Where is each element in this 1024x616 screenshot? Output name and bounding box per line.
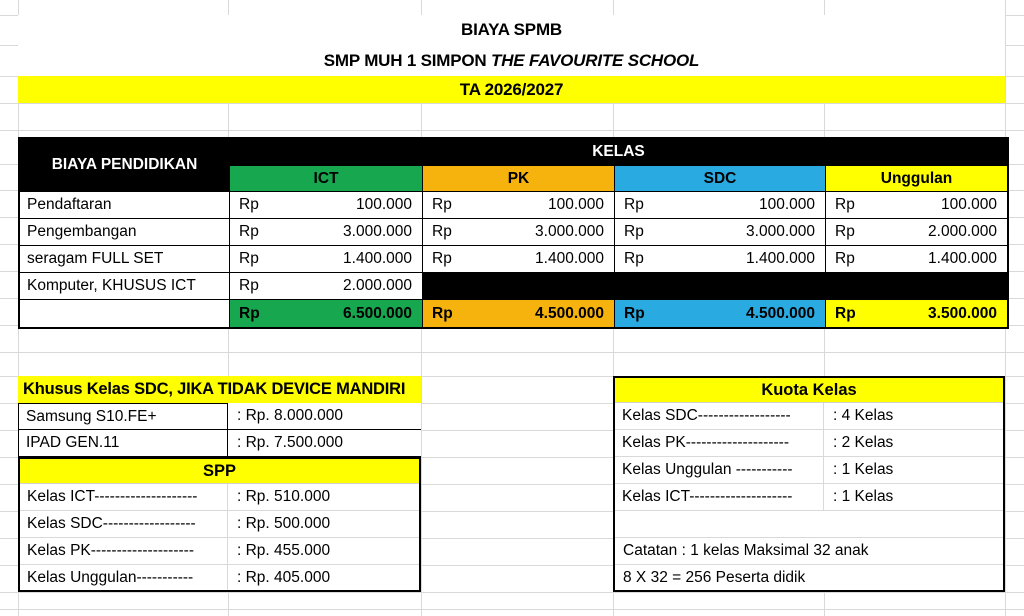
spp-row-ict[interactable] bbox=[20, 484, 419, 511]
kuota-empty-row[interactable] bbox=[615, 511, 1003, 538]
school-tagline-italic: THE FAVOURITE SCHOOL bbox=[491, 50, 700, 70]
cell-pendaftaran-unggulan[interactable] bbox=[826, 192, 1007, 219]
column-header-ict[interactable] bbox=[230, 166, 423, 192]
currency-label: Rp bbox=[624, 196, 644, 213]
row-label-pendaftaran[interactable] bbox=[20, 192, 230, 219]
kuota-label: Kelas SDC------------------ bbox=[615, 403, 824, 429]
total-value: 6.500.000 bbox=[343, 304, 412, 322]
total-value: 4.500.000 bbox=[746, 304, 815, 322]
spp-row-unggulan[interactable] bbox=[20, 565, 419, 590]
kuota-row-unggulan[interactable] bbox=[615, 457, 1003, 484]
total-value: 4.500.000 bbox=[535, 304, 604, 322]
cell-total-ict[interactable] bbox=[230, 300, 423, 327]
note-text: 8 X 32 = 256 Peserta didik bbox=[623, 568, 806, 586]
currency-label: Rp bbox=[432, 223, 452, 240]
row-label-total-empty[interactable] bbox=[20, 300, 230, 327]
kuota-value: : 1 Kelas bbox=[833, 461, 894, 478]
amount-value: 2.000.000 bbox=[343, 277, 412, 294]
spp-box bbox=[18, 457, 421, 592]
currency-label: Rp bbox=[239, 277, 259, 294]
cell-pengembangan-pk[interactable] bbox=[423, 219, 615, 246]
amount-value: 3.000.000 bbox=[746, 223, 815, 240]
spp-value: : Rp. 455.000 bbox=[237, 542, 331, 559]
kuota-label: Kelas Unggulan ----------- bbox=[615, 457, 824, 483]
cell-pendaftaran-ict[interactable] bbox=[230, 192, 423, 219]
currency-label: Rp bbox=[835, 304, 856, 322]
currency-label: Rp bbox=[239, 304, 260, 322]
kuota-note-catatan[interactable] bbox=[615, 538, 1003, 565]
currency-label: Rp bbox=[624, 250, 644, 267]
school-name-text: SMP MUH 1 SIMPON bbox=[323, 50, 492, 70]
cell-pengembangan-ict[interactable] bbox=[230, 219, 423, 246]
row-label-pengembangan[interactable] bbox=[20, 219, 230, 246]
device-samsung-price[interactable] bbox=[228, 403, 421, 430]
column-header-ict-text: ICT bbox=[313, 169, 339, 187]
doc-title-text: BIAYA SPMB bbox=[461, 20, 562, 39]
cell-pendaftaran-pk[interactable] bbox=[423, 192, 615, 219]
device-price: : Rp. 8.000.000 bbox=[237, 407, 343, 424]
row-label-seragam[interactable] bbox=[20, 246, 230, 273]
device-ipad-label[interactable] bbox=[18, 430, 228, 457]
cell-total-unggulan[interactable] bbox=[826, 300, 1007, 327]
column-header-unggulan[interactable] bbox=[826, 166, 1007, 192]
column-header-sdc[interactable] bbox=[615, 166, 826, 192]
device-samsung-label[interactable] bbox=[18, 403, 228, 430]
currency-label: Rp bbox=[239, 196, 259, 213]
currency-label: Rp bbox=[624, 304, 645, 322]
spp-label: Kelas SDC------------------ bbox=[20, 511, 228, 537]
amount-value: 100.000 bbox=[940, 196, 997, 213]
device-price: : Rp. 7.500.000 bbox=[237, 434, 343, 451]
header-biaya-pendidikan-text: BIAYA PENDIDIKAN bbox=[51, 156, 198, 173]
column-header-pk-text: PK bbox=[507, 169, 530, 187]
cell-total-pk[interactable] bbox=[423, 300, 615, 327]
cell-komputer-ict[interactable] bbox=[230, 273, 423, 300]
amount-value: 3.000.000 bbox=[343, 223, 412, 240]
doc-title[interactable] bbox=[18, 15, 1005, 45]
cell-total-sdc[interactable] bbox=[615, 300, 826, 327]
amount-value: 100.000 bbox=[355, 196, 412, 213]
header-kelas-text: KELAS bbox=[592, 143, 645, 160]
cell-seragam-ict[interactable] bbox=[230, 246, 423, 273]
row-label-text: Pendaftaran bbox=[27, 196, 112, 213]
kuota-header[interactable] bbox=[615, 378, 1003, 403]
device-name: Samsung S10.FE+ bbox=[26, 407, 157, 425]
spp-value: : Rp. 500.000 bbox=[237, 515, 331, 532]
amount-value: 1.400.000 bbox=[928, 250, 997, 267]
kuota-row-sdc[interactable] bbox=[615, 403, 1003, 430]
spp-row-sdc[interactable] bbox=[20, 511, 419, 538]
currency-label: Rp bbox=[432, 304, 453, 322]
spp-header-text: SPP bbox=[202, 461, 237, 480]
column-header-sdc-text: SDC bbox=[703, 169, 737, 187]
cell-seragam-unggulan[interactable] bbox=[826, 246, 1007, 273]
spp-label: Kelas Unggulan----------- bbox=[20, 565, 228, 590]
amount-value: 100.000 bbox=[758, 196, 815, 213]
amount-value: 3.000.000 bbox=[535, 223, 604, 240]
currency-label: Rp bbox=[432, 250, 452, 267]
device-ipad-price[interactable] bbox=[228, 430, 421, 457]
spp-header[interactable] bbox=[20, 459, 419, 484]
kuota-note-total[interactable] bbox=[615, 565, 1003, 590]
kuota-row-pk[interactable] bbox=[615, 430, 1003, 457]
header-kelas[interactable] bbox=[230, 139, 1007, 166]
device-name: IPAD GEN.11 bbox=[26, 434, 120, 451]
spp-label: Kelas ICT-------------------- bbox=[20, 484, 228, 510]
academic-year-text: TA 2026/2027 bbox=[459, 79, 564, 99]
academic-year-cell[interactable] bbox=[18, 76, 1005, 103]
header-biaya-pendidikan[interactable] bbox=[20, 139, 230, 192]
kuota-header-text: Kuota Kelas bbox=[761, 380, 857, 399]
kuota-label: Kelas ICT-------------------- bbox=[615, 484, 824, 510]
currency-label: Rp bbox=[239, 223, 259, 240]
cell-pendaftaran-sdc[interactable] bbox=[615, 192, 826, 219]
note-text: Catatan : 1 kelas Maksimal 32 anak bbox=[623, 542, 869, 559]
currency-label: Rp bbox=[239, 250, 259, 267]
sdc-device-title-text: Khusus Kelas SDC, JIKA TIDAK DEVICE MANDIRI bbox=[23, 380, 406, 398]
cell-komputer-na-blackout[interactable] bbox=[423, 273, 1007, 300]
kuota-row-ict[interactable] bbox=[615, 484, 1003, 511]
sdc-device-section-title[interactable] bbox=[18, 376, 421, 403]
row-label-komputer[interactable] bbox=[20, 273, 230, 300]
cell-seragam-sdc[interactable] bbox=[615, 246, 826, 273]
currency-label: Rp bbox=[432, 196, 452, 213]
currency-label: Rp bbox=[835, 196, 855, 213]
school-name[interactable] bbox=[18, 45, 1005, 76]
column-header-unggulan-text: Unggulan bbox=[880, 169, 953, 187]
sdc-device-price-list bbox=[18, 403, 421, 457]
amount-value: 1.400.000 bbox=[535, 250, 604, 267]
kuota-value: : 1 Kelas bbox=[833, 488, 894, 505]
fee-table bbox=[18, 137, 1009, 329]
kuota-label: Kelas PK-------------------- bbox=[615, 430, 824, 456]
total-value: 3.500.000 bbox=[928, 304, 997, 322]
amount-value: 2.000.000 bbox=[928, 223, 997, 240]
kuota-kelas-box bbox=[613, 376, 1005, 592]
row-label-text: Pengembangan bbox=[27, 223, 137, 240]
currency-label: Rp bbox=[624, 223, 644, 240]
kuota-value: : 2 Kelas bbox=[833, 434, 894, 451]
row-label-text: seragam FULL SET bbox=[27, 250, 164, 267]
spp-value: : Rp. 405.000 bbox=[237, 568, 331, 586]
spp-label: Kelas PK-------------------- bbox=[20, 538, 228, 564]
currency-label: Rp bbox=[835, 250, 855, 267]
row-label-text: Komputer, KHUSUS ICT bbox=[27, 277, 196, 294]
cell-pengembangan-unggulan[interactable] bbox=[826, 219, 1007, 246]
spp-row-pk[interactable] bbox=[20, 538, 419, 565]
cell-pengembangan-sdc[interactable] bbox=[615, 219, 826, 246]
column-header-pk[interactable] bbox=[423, 166, 615, 192]
cell-seragam-pk[interactable] bbox=[423, 246, 615, 273]
currency-label: Rp bbox=[835, 223, 855, 240]
spp-value: : Rp. 510.000 bbox=[237, 488, 331, 505]
kuota-value: : 4 Kelas bbox=[833, 407, 894, 424]
amount-value: 1.400.000 bbox=[343, 250, 412, 267]
amount-value: 1.400.000 bbox=[746, 250, 815, 267]
amount-value: 100.000 bbox=[547, 196, 604, 213]
